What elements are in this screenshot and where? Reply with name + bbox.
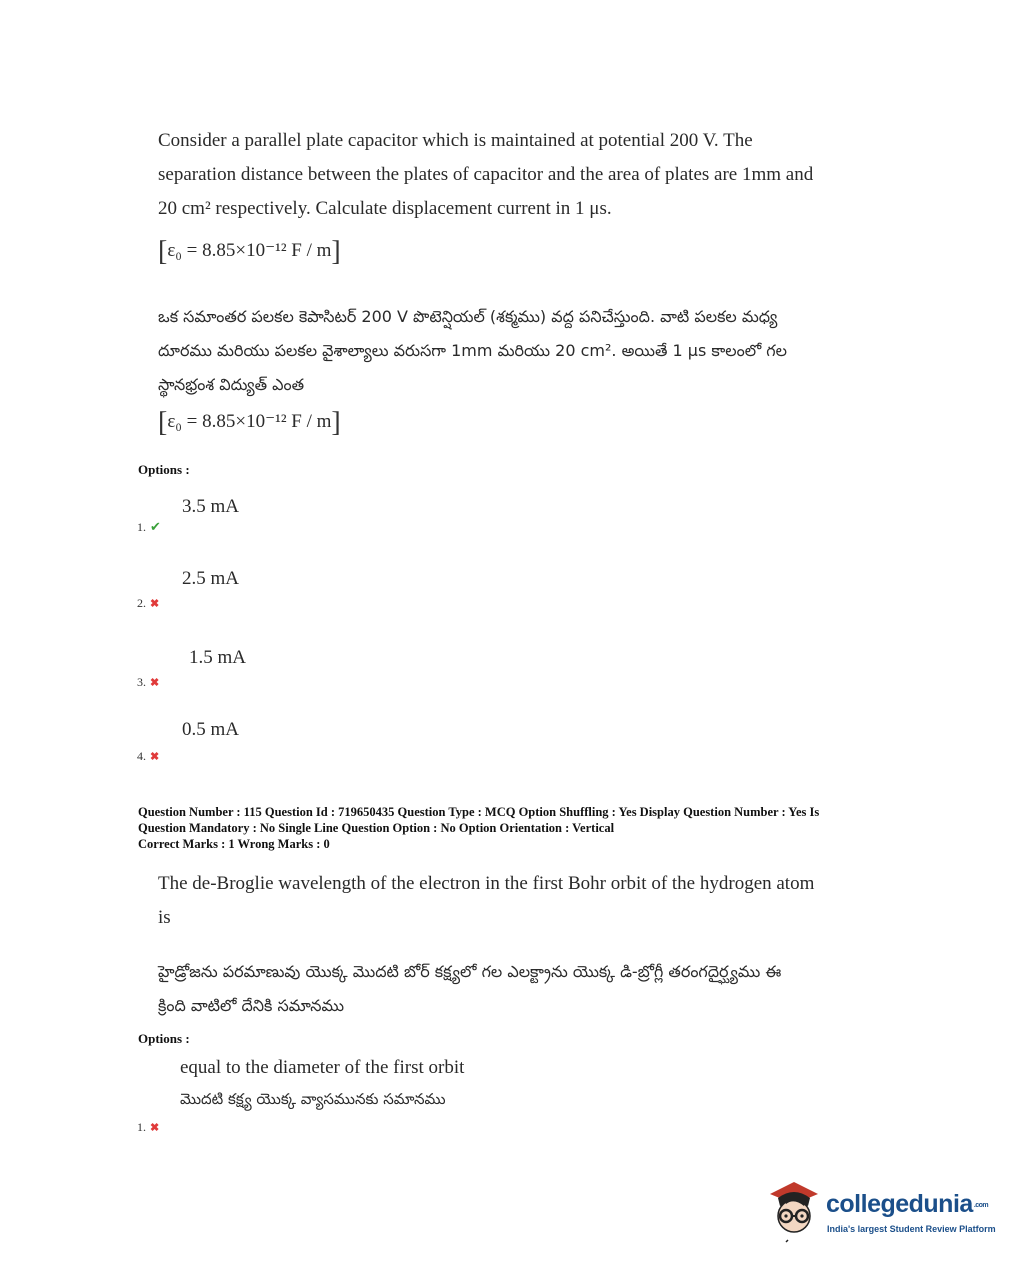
q115-text-en	[158, 867, 848, 935]
cross-icon: ✖	[150, 598, 160, 610]
q114-text-en	[158, 124, 838, 226]
q114-line-1: Consider a parallel plate capacitor which is maintained at potential 200 V. The	[158, 130, 753, 151]
q114-text-te	[158, 300, 848, 402]
q114-te-line-3: స్థానభ్రంశ విద్యుత్ ఎంత	[158, 375, 305, 394]
q114-option-2[interactable]: 2. ✖	[137, 596, 160, 610]
q114-option-4[interactable]: 4. ✖	[137, 749, 160, 763]
q114-option-1[interactable]: 1. ✔	[137, 519, 161, 534]
q115-options-label: Options :	[138, 1031, 190, 1046]
q115-text-te	[158, 955, 858, 1023]
q115-meta-line-2: Question Mandatory : No Single Line Question Option : No Option Orientation : Vertical	[138, 821, 615, 835]
q114-option-2-text: 2.5 mA	[182, 568, 239, 589]
logo-tagline: India's largest Student Review Platform	[827, 1224, 996, 1234]
q114-te-line-1: ఒక సమాంతర పలకల కెపాసిటర్ 200 V పొటెన్షియల్ (శక్మము) వద్ద పనిచేస్తుంది. వాటి పలకల మధ్య	[158, 307, 778, 326]
q115-line-2: is	[158, 907, 171, 928]
q115-meta-line-3: Correct Marks : 1 Wrong Marks : 0	[138, 837, 330, 851]
q114-options-label: Options :	[138, 462, 190, 477]
q114-line-2: separation distance between the plates of capacitor and the area of plates are 1mm and	[158, 164, 814, 185]
collegedunia-logo	[764, 1176, 994, 1246]
q115-option-1-text: equal to the diameter of the first orbit	[180, 1057, 465, 1078]
q115-meta-line-1: Question Number : 115 Question Id : 719650435 Question Type : MCQ Option Shuffling : Yes Display Question Number : Yes Is	[138, 805, 820, 819]
logo-wordmark: collegedunia.com	[826, 1190, 989, 1218]
q114-constant-te: [ε₀ = 8.85×10⁻¹² F / m]	[158, 407, 341, 438]
q114-option-4-text: 0.5 mA	[182, 719, 239, 740]
cross-icon: ✖	[150, 751, 160, 763]
q115-meta	[138, 804, 898, 852]
q115-option-1-text-te: మొదటి కక్ష్య యొక్క వ్యాసమునకు సమానము	[180, 1090, 446, 1108]
q115-te-line-1: హైడ్రోజను పరమాణువు యొక్క మొదటి బోర్ కక్ష్యలో గల ఎలక్ట్రాను యొక్క డి-బ్రోగ్లీ తరంగదైర్ఘ్యము ఈ	[158, 962, 782, 981]
q114-option-1-text: 3.5 mA	[182, 496, 239, 517]
q114-te-line-2: దూరము మరియు పలకల వైశాల్యాలు వరుసగా 1mm మరియు 20 cm². అయితే 1 μs కాలంలో గల	[158, 341, 787, 360]
q115-te-line-2: క్రింది వాటిలో దేనికి సమానము	[158, 996, 344, 1015]
student-mascot-icon	[764, 1176, 824, 1244]
q115-line-1: The de-Broglie wavelength of the electron in the first Bohr orbit of the hydrogen atom	[158, 873, 815, 894]
cross-icon: ✖	[150, 677, 160, 689]
q114-constant: [ε₀ = 8.85×10⁻¹² F / m]	[158, 236, 341, 267]
q114-line-3: 20 cm² respectively. Calculate displacement current in 1 μs.	[158, 198, 612, 219]
cross-icon: ✖	[150, 1122, 160, 1134]
check-icon: ✔	[150, 519, 161, 534]
q114-option-3[interactable]: 3. ✖	[137, 675, 160, 689]
q114-option-3-text: 1.5 mA	[189, 647, 246, 668]
q115-option-1[interactable]: 1. ✖	[137, 1120, 160, 1134]
